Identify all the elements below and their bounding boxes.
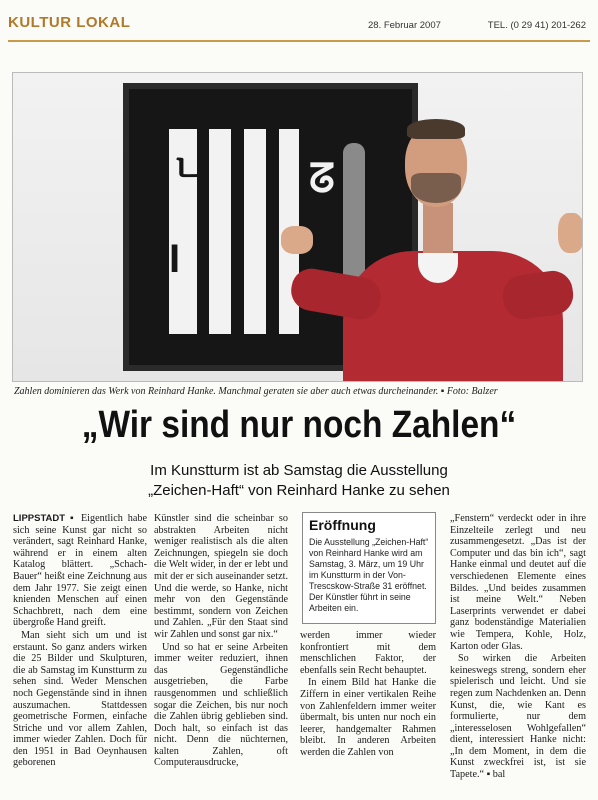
page-header [8,6,590,40]
paragraph: So wirken die Arbeiten keineswegs streng, sondern eher spielerisch und leicht. Und sie regen zum Nachdenken an. Denn Kunst, die, wie Kant es formulierte, nur dem „interesselosen Wohlgefallen“ dient, interessiert Hanke nicht: „In dem Moment, in dem die Kunst zweckfrei ist, ist sie Tapete.“ ▪ bal [450,653,586,781]
person-hand [281,226,313,254]
background-artwork [343,143,365,293]
photo-credit: ▪ Foto: Balzer [440,386,498,397]
contact-phone: TEL. (0 29 41) 201-262 [487,20,586,31]
article-column-4 [450,513,586,781]
info-box-title: Eröffnung [309,517,376,533]
photo-caption [14,386,584,397]
dateline: LIPPSTADT [13,513,66,524]
paragraph: Man sieht sich um und ist erstaunt. So ganz anders wirken die 25 Bilder und Skulpturen, die ab Samstag im Kunstturm zu sehen sind. Weder Menschen noch Gegenstände sind in ihnen auszumachen. Stattdessen geometrische Formen, einfache Striche und vor allem Zahlen, immer wieder Zahlen. Doch für den 1951 in Bad Oeynhausen geborenen [13,629,147,769]
painting-glyph: Ɩ [169,237,181,281]
painting-glyph: ᘔ [309,157,335,201]
caption-text: Zahlen dominieren das Werk von Reinhard Hanke. Manchmal geraten sie aber auch etwas durcheinander. [14,386,439,397]
article-column-3 [300,630,436,759]
paragraph: Und so hat er seine Arbeiten immer weiter reduziert, ihnen das Gegenständliche ausgetrieben, die Farbe rausgenommen und schließlich sogar die Zeichen, bis nur noch die Zahlen übrig geblieben sind. Doch halt, so einfach ist das nicht. Denn die nüchternen, kalten Zahlen, oft Computerausdrucke, [154,641,288,769]
person-hand [558,213,583,253]
article-subheadline: Im Kunstturm ist ab Samstag die Ausstellung [150,462,448,479]
header-rule [8,40,590,42]
paragraph: ▪ Eigentlich habe sich seine Kunst gar nicht so verändert, sagt Reinhard Hanke, während er in einem alten Katalog blättert. „Schach-Bauer“ heißt eine Zeichnung aus dem Jahr 1977. Sie zeigt einen knienden Menschen auf einen Schachbrett, nach dem eine übergroße Hand greift. [13,513,147,629]
paragraph: werden immer wieder konfrontiert mit dem menschlichen Faktor, der ebenfalls sein Recht behauptet. [300,630,436,676]
article-subheadline: „Zeichen-Haft“ von Reinhard Hanke zu sehen [148,482,450,499]
article-photo [12,72,583,382]
info-box-text: Die Ausstellung „Zeichen-Haft“ von Reinhard Hanke wird am Samstag, 3. März, um 19 Uhr im Kunstturm in der Von-Trescskow-Straße 31 eröffnet. Der Künstler führt in seine Arbeiten ein. [309,537,429,613]
painting-glyph: ㄴ [171,147,210,191]
article-headline: „Wir sind nur noch Zahlen“ [81,404,517,446]
person-neck [423,203,453,255]
section-title: KULTUR LOKAL [8,14,131,31]
info-box [302,512,436,624]
painting-strip [244,129,266,334]
paragraph: Künstler sind die scheinbar so abstrakten Arbeiten nicht weniger realistisch als die alten Zeichnungen, spiegeln sie doch die Welt wider, in der er lebt und mit der er sich auseinander setzt. Und die werde, so Hanke, nicht mehr von den Gegenstände bestimmt, sondern von Zeichen und Zahlen. „Für den Staat sind wir Zahlen und sonst gar nix.“ [154,513,288,640]
article-column-1 [13,513,147,769]
person-beard [411,173,461,203]
person-hair [407,119,465,139]
paragraph: „Fenstern“ verdeckt oder in ihre Einzelteile zerlegt und neu zusammengesetzt. „Das ist der Computer und das bin ich“, sagt Hanke einmal und deutet auf die verschiedenen Elemente eines Bildes. „Und beides zusammen ist meine Welt.“ Neben Laserprints verwendet er dabei ganz bodenständige Materialien wie Tempera, Kohle, Holz, Karton oder Glas. [450,513,586,652]
article-column-2 [154,513,288,769]
painting-strip [209,129,231,334]
paragraph: In einem Bild hat Hanke die Ziffern in einer vertikalen Reihe von Zahlenfeldern immer weiter übermalt, bis unten nur noch ein leerer, handgemalter Rahmen bleibt. In anderen Arbeiten werden die Zahlen von [300,677,436,758]
issue-date: 28. Februar 2007 [368,20,441,31]
